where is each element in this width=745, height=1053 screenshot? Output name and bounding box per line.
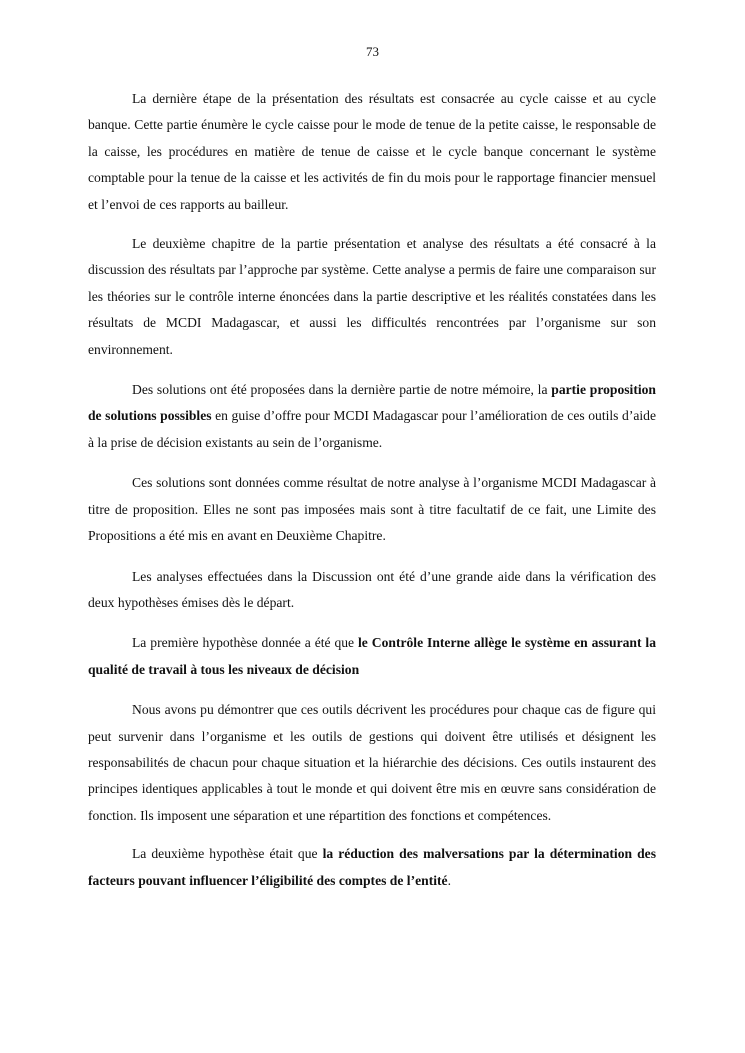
bold-emphasis: la réduction des malversations par la détermination des facteurs pouvant influencer l’éligibilité des comptes de l’entité	[88, 846, 656, 888]
bold-emphasis: le Contrôle Interne allège le système en assurant la qualité de travail à tous les niveaux de décision	[88, 635, 656, 677]
paragraph-text: en guise d’offre pour MCDI Madagascar pour l’amélioration de ces outils d’aide à la prise de décision existants au sein de l’organisme.	[88, 408, 656, 450]
document-body	[88, 86, 656, 906]
paragraph-text: La première hypothèse donnée a été que	[132, 635, 359, 651]
paragraph-solutions-donnees: Ces solutions sont données comme résultat de notre analyse à l’organisme MCDI Madagascar à titre de proposition. Elles ne sont pas imposées mais sont à titre facultatif de ce fait, une Limite des Propositions a été mis en avant en Deuxième Chapitre.	[88, 475, 656, 544]
paragraph-text: Des solutions ont été proposées dans la dernière partie de notre mémoire, la	[132, 382, 552, 398]
paragraph-deuxieme-chapitre: Le deuxième chapitre de la partie présentation et analyse des résultats a été consacré à la discussion des résultats par l’approche par système. Cette analyse a permis de faire une comparaison sur les théories sur le contrôle interne énoncées dans la partie descriptive et les réalités constatées dans les résultats de MCDI Madagascar, et aussi les difficultés rencontrées par l’organisme sur son environnement.	[88, 236, 656, 357]
paragraph-cycle-caisse-banque: La dernière étape de la présentation des résultats est consacrée au cycle caisse et au cycle banque. Cette partie énumère le cycle caisse pour le mode de tenue de la petite caisse, le responsable de la caisse, les procédures en matière de tenue de caisse et le cycle banque concernant le système comptable pour la tenue de la caisse et les activités de fin du mois pour le rapportage financier mensuel et l’envoi de ces rapports au bailleur.	[88, 91, 656, 212]
paragraph-outils-procedures: Nous avons pu démontrer que ces outils décrivent les procédures pour chaque cas de figure qui peut survenir dans l’organisme et les outils de gestions qui doivent être utilisés et désignent les responsabilités de chacun pour chaque situation et la hiérarchie des décisions. Ces outils instaurent des principes identiques applicables à tout le monde et qui doivent être mis en œuvre sans considération de fonction. Ils imposent une séparation et une répartition des fonctions et compétences.	[88, 702, 656, 823]
paragraph-deuxieme-hypothese	[88, 841, 656, 894]
paragraph-analyses-effectuees: Les analyses effectuées dans la Discussion ont été d’une grande aide dans la vérification des deux hypothèses émises dès le départ.	[88, 568, 656, 610]
bold-emphasis: partie proposition de solutions possibles	[88, 382, 656, 424]
paragraph-solutions-proposees	[88, 377, 656, 456]
paragraph-premiere-hypothese	[88, 630, 656, 683]
paragraph-text: .	[447, 872, 451, 888]
page-number: 73	[366, 44, 379, 59]
paragraph-text: La deuxième hypothèse était que	[132, 846, 323, 862]
